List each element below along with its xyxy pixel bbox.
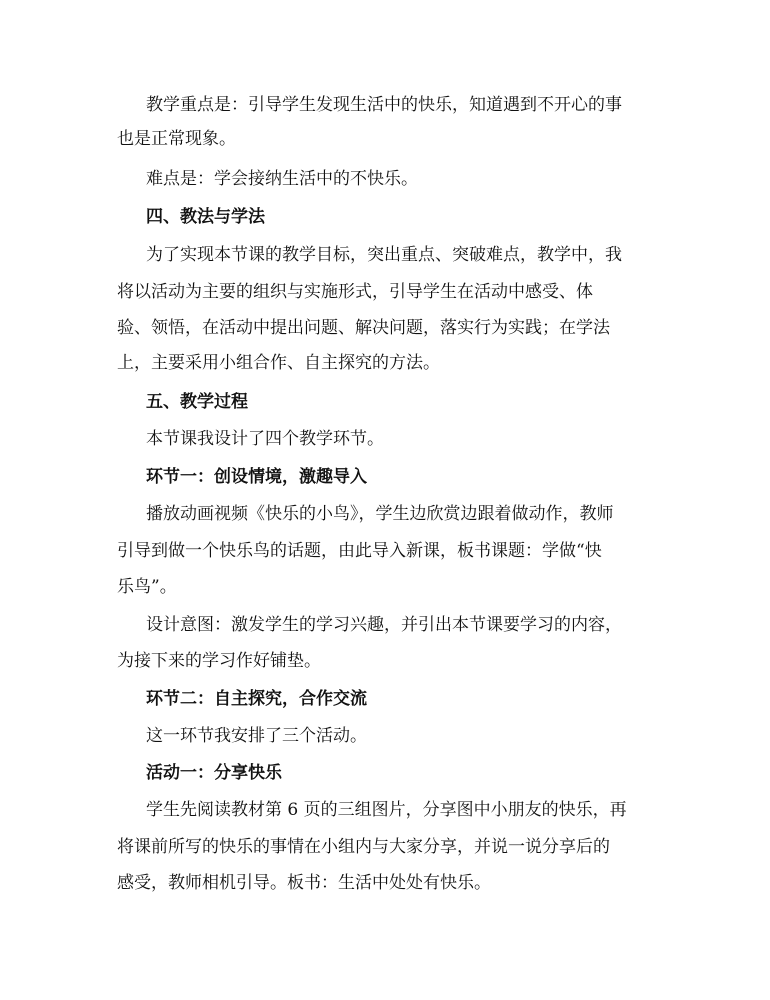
paragraph-line: 验、领悟，在活动中提出问题、解决问题，落实行为实践；在学法: [117, 318, 610, 338]
paragraph-line: 设计意图：激发学生的学习兴趣，并引出本节课要学习的内容，: [146, 615, 622, 635]
paragraph-line: 教学重点是：引导学生发现生活中的快乐，知道遇到不开心的事: [146, 95, 622, 115]
paragraph-line: 感受，教师相机引导。板书：生活中处处有快乐。: [117, 873, 491, 893]
paragraph-line: 为了实现本节课的教学目标，突出重点、突破难点，教学中，我: [146, 245, 622, 265]
paragraph-line: 播放动画视频《快乐的小鸟》，学生边欣赏边跟着做动作，教师: [146, 504, 614, 524]
paragraph-line: 将课前所写的快乐的事情在小组内与大家分享，并说一说分享后的: [117, 837, 610, 857]
subsection-heading: 活动一：分享快乐: [146, 763, 282, 783]
subsection-heading: 环节一：创设情境，激趣导入: [146, 467, 367, 487]
subsection-heading: 环节二：自主探究，合作交流: [146, 689, 367, 709]
paragraph-line: 学生先阅读教材第 6 页的三组图片，分享图中小朋友的快乐，再: [146, 800, 627, 820]
paragraph-line: 难点是：学会接纳生活中的不快乐。: [146, 169, 418, 189]
paragraph-line: 乐鸟”。: [117, 577, 177, 597]
section-heading: 五、教学过程: [146, 392, 248, 412]
paragraph-line: 本节课我设计了四个教学环节。: [146, 429, 384, 449]
paragraph-line: 上，主要采用小组合作、自主探究的方法。: [117, 353, 440, 373]
paragraph-line: 这一环节我安排了三个活动。: [146, 726, 367, 746]
paragraph-line: 为接下来的学习作好铺垫。: [117, 651, 321, 671]
paragraph-line: 将以活动为主要的组织与实施形式，引导学生在活动中感受、体: [117, 282, 593, 302]
section-heading: 四、教法与学法: [146, 207, 265, 227]
paragraph-line: 引导到做一个快乐鸟的话题，由此导入新课，板书课题：学做“快: [117, 541, 602, 561]
paragraph-line: 也是正常现象。: [117, 129, 236, 149]
